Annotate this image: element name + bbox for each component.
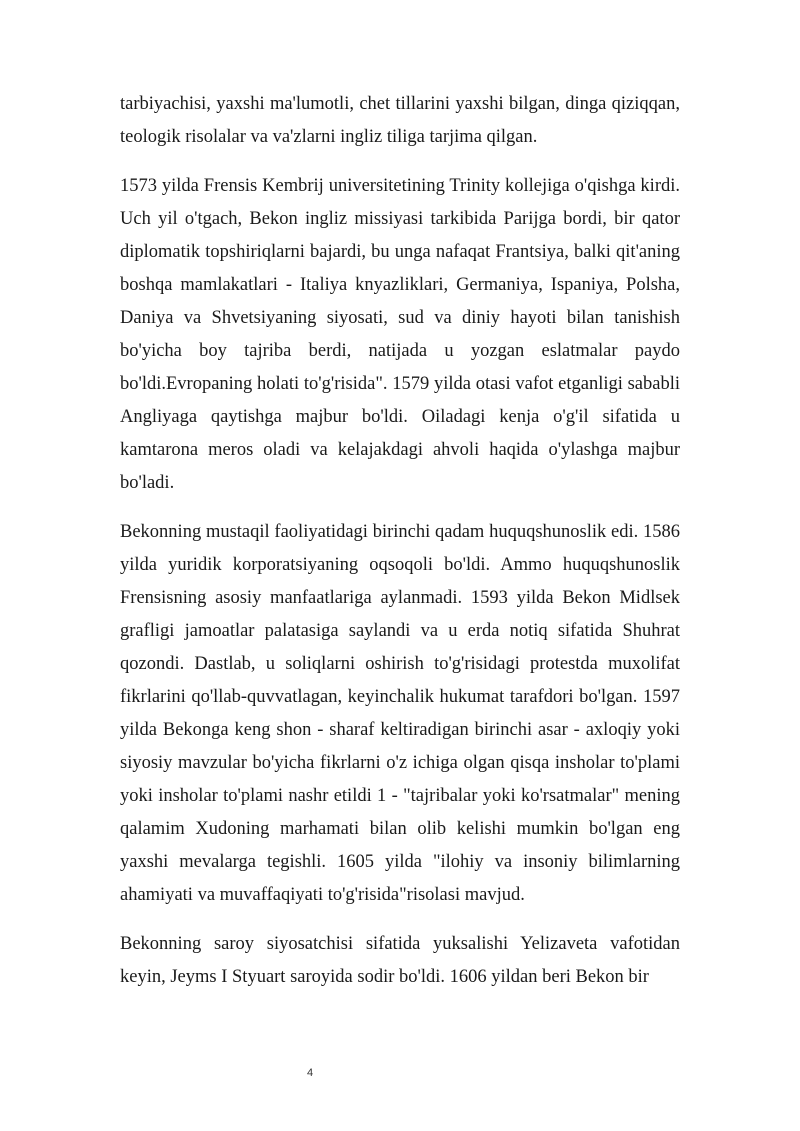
paragraph-4: Bekonning saroy siyosatchisi sifatida yuksalishi Yelizaveta vafotidan keyin, Jeyms I Styuart saroyida sodir bo'ldi. 1606 yildan beri Bekon bir — [120, 934, 680, 987]
paragraph-1: tarbiyachisi, yaxshi ma'lumotli, chet tillarini yaxshi bilgan, dinga qiziqqan, teologik risolalar va va'zlarni ingliz tiliga tarjima qilgan. — [120, 94, 680, 147]
document-page — [120, 88, 680, 1010]
paragraph-3: Bekonning mustaqil faoliyatidagi birinchi qadam huquqshunoslik edi. 1586 yilda yuridik korporatsiyaning oqsoqoli bo'ldi. Ammo huquqshunoslik Frensisning asosiy manfaatlariga aylanmadi. 1593 yilda Bekon Midlsek grafligi jamoatlar palatasiga saylandi va u erda notiq sifatida Shuhrat qozondi. Dastlab, u soliqlarni oshirish to'g'risidagi protestda muxolifat fikrlarini qo'llab-quvvatlagan, keyinchalik hukumat tarafdori bo'lgan. 1597 yilda Bekonga keng shon - sharaf keltiradigan birinchi asar - axloqiy yoki siyosiy mavzular bo'yicha fikrlarni o'z ichiga olgan qisqa insholar to'plami yoki insholar to'plami nashr etildi 1 - "tajribalar yoki ko'rsatmalar" mening qalamim Xudoning marhamati bilan olib kelishi mumkin bo'lgan eng yaxshi mevalarga tegishli. 1605 yilda "ilohiy va insoniy bilimlarning ahamiyati va muvaffaqiyati to'g'risida"risolasi mavjud. — [120, 522, 680, 905]
paragraph-2: 1573 yilda Frensis Kembrij universitetining Trinity kollejiga o'qishga kirdi. Uch yil o'tgach, Bekon ingliz missiyasi tarkibida Parijga bordi, bir qator diplomatik topshiriqlarni bajardi, bu unga nafaqat Frantsiya, balki qit'aning boshqa mamlakatlari - Italiya knyazliklari, Germaniya, Ispaniya, Polsha, Daniya va Shvetsiyaning siyosati, sud va diniy hayoti bilan tanishish bo'yicha boy tajriba berdi, natijada u yozgan eslatmalar paydo bo'ldi.Evropaning holati to'g'risida". 1579 yilda otasi vafot etganligi sababli Angliyaga qaytishga majbur bo'ldi. Oiladagi kenja o'g'il sifatida u kamtarona meros oladi va kelajakdagi ahvoli haqida o'ylashga majbur bo'ladi. — [120, 176, 680, 493]
page-number: 4 — [306, 1067, 314, 1079]
